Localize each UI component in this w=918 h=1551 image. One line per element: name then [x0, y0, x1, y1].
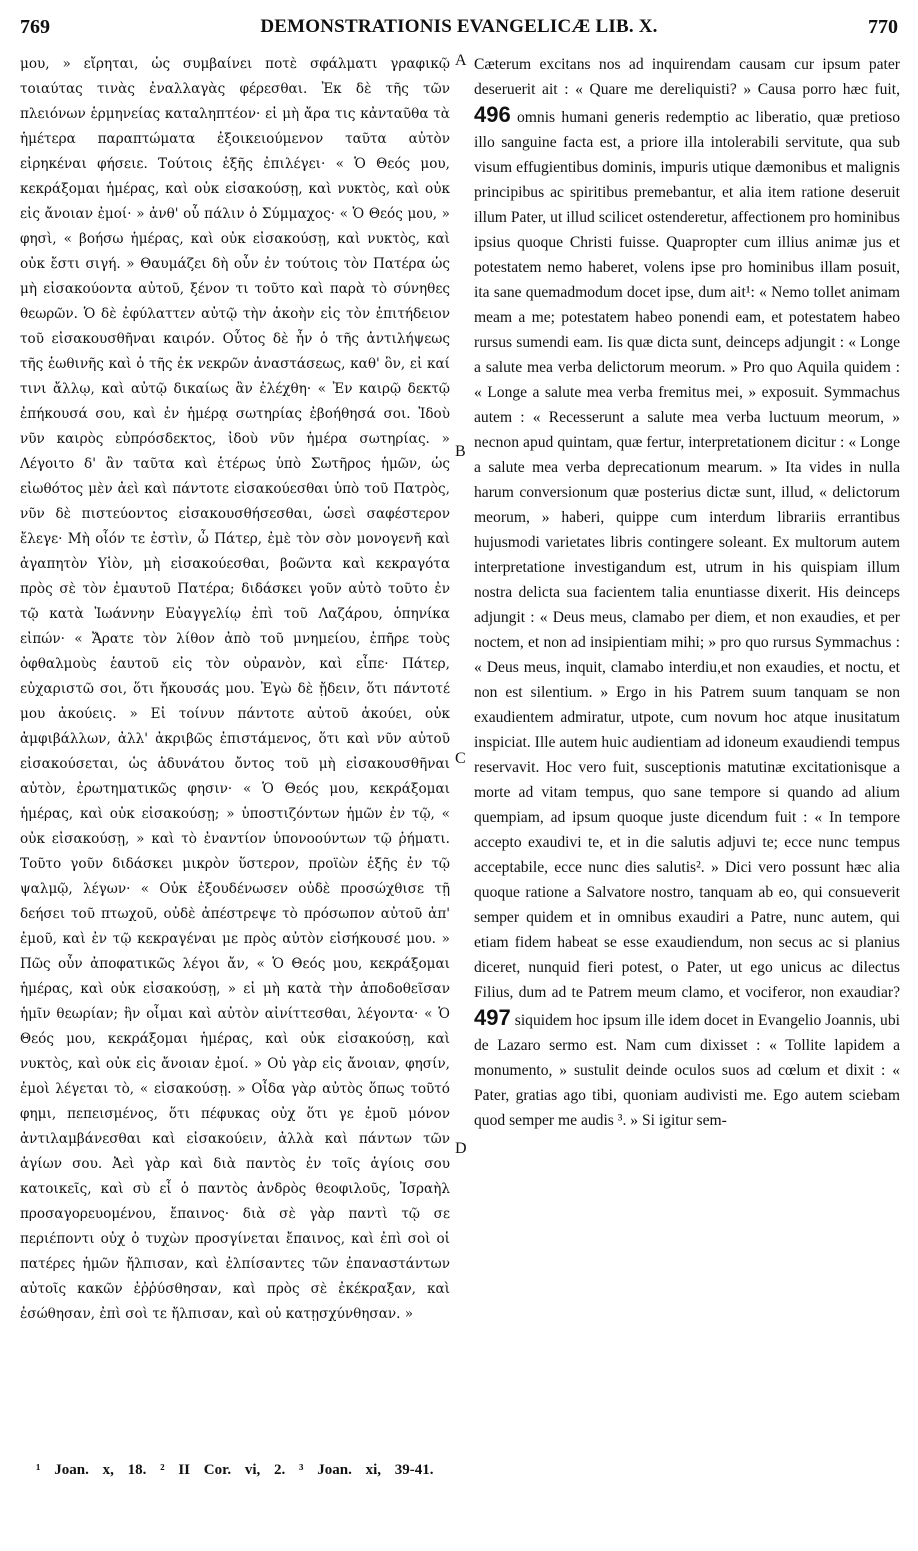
margin-page-number-497: 497 [474, 1005, 511, 1030]
latin-text [474, 52, 900, 1133]
latin-segment-3: siquidem hoc ipsum ille idem docet in Evangelio Joannis, ubi de Lazaro sermo est. Nam cum dixisset : « Tollite lapidem a monumento, » sustulit deinde oculos suos ad cœlum et dixit : « Pater, gratias ago tibi, quoniam audivisti me. Ego autem sciebam quod semper me audis ³. » Si igitur sem- [474, 1012, 900, 1129]
footnote-3: ³ Joan. xi, 39-41. [299, 1462, 434, 1478]
footnote-1: ¹ Joan. x, 18. [36, 1462, 147, 1478]
latin-segment-1: Cæterum excitans nos ad inquirendam causam cur ipsum pater deseruerit ait : « Quare me dereliquisti? » Causa porro hæc fuit, [474, 56, 900, 98]
footnote-2: ² II Cor. vi, 2. [160, 1462, 286, 1478]
greek-column [20, 52, 450, 1327]
latin-segment-2: omnis humani generis redemptio ac liberatio, quæ pretioso illo sanguine facta est, a priore illa intolerabili servitute, qua sub visum effugientibus dominis, impuris utique dæmonibus et malignis principibus ac spiritibus premebantur, et alia item ratione deseruit illum Pater, ut illud scilicet ostenderetur, affectionem pro hominibus ipsius quoque Christi fuisse. Quapropter cum illius animæ jus et potestatem nemo haberet, volens ipse pro hominibus illam posuit, ita sane quemadmodum docet ipse, dum ait¹: « Nemo tollet animam meam a me; potestatem habeo ponendi eam, et potestatem habeo rursus sumendi eam. Iis quæ dicta sunt, deinceps adjungit : « Longe a salute mea verba delictorum meorum. » Pro quo Aquila quidem : « Longe a salute mea verba fremitus mei, » exposuit. Symmachus autem : « Recesserunt a salute mea verba luctuum meorum, » necnon apud quintam, quæ fertur, interpretationem dicitur : « Longe a salute mea verba deprecationum mearum. » Ita vides in nulla harum conversionum quæ posterius dictæ sunt, illud, « delictorum meorum, » haberi, quippe cum interdum librariis errantibus hujusmodi varietates libris contingere soleant. Ex multorum autem interpretatione investigandum est, utrum in his quispiam illum nostra delicta sua facientem talia enuntiasse dixerit. His deinceps adjungit : « Deus meus, clamabo per diem, et non exaudies, et per noctem, et non ad insipientiam mihi; » pro quo rursus Symmachus : « Deus meus, inquit, clamabo interdiu,et non exaudies, et noctu, et non est silentium. » Ergo in his Patrem suum tanquam se non exaudientem admiratur, utpote, cum novum hoc atque inusitatum inspiciat. Ille autem huic audientiam ad idoneum exaudiendi tempus reservavit. Hoc vero fuit, susceptionis matutinæ excitationisque a morte ad vitam tempus, quo sane tempore si quando ad alium quempiam, ad ipsum quoque juste dicendum fuit : « In tempore accepto exaudivi te, et in die salutis adjuvi te; ecce nunc tempus acceptabile, ecce nunc dies salutis². » Dici vero possunt hæc alia quoque ratione a Salvatore nostro, tanquam ab eo, qui consueverit semper quidem et in omnibus exaudiri a Patre, nunc autem, qui etiam fidem habeat se esse exaudiendum, non secus ac si planius diceret, nunquid fieri potest, o Pater, ut ego unicus ac dilectus Filius, dum ad te Patrem meum clamo, et vociferor, non exaudiar? [474, 109, 900, 1001]
running-title: DEMONSTRATIONIS EVANGELICÆ LIB. X. [260, 16, 658, 37]
margin-marker-a: A [455, 52, 467, 69]
page-number-right: 770 [868, 16, 898, 38]
page-number-left: 769 [20, 16, 50, 38]
margin-marker-b: B [455, 443, 466, 460]
footnotes [36, 1462, 434, 1479]
page-header [20, 16, 898, 46]
margin-marker-c: C [455, 750, 466, 767]
margin-marker-d: D [455, 1140, 467, 1157]
latin-column [474, 52, 900, 1133]
margin-page-number-496: 496 [474, 102, 511, 127]
greek-text: μου, » εἴρηται, ὡς συμβαίνει ποτὲ σφάλματι γραφικῷ τοιαύτας τινὰς ἐναλλαγὰς φέρεσθαι. Ἐκ δὲ τῆς τῶν πλειόνων ἑρμηνείας καταληπτέον· εἰ μὴ ἄρα τις κἀνταῦθα τὰ ἡμέτερα παραπτώματα ἐξοικειούμενον ταῦτα αὐτὸν εἰρηκέναι φήσειε. Τούτοις ἑξῆς ἐπιλέγει· « Ὁ Θεός μου, κεκράξομαι ἡμέρας, καὶ οὐκ εἰσακούσῃ, καὶ νυκτὸς, καὶ οὐκ εἰς ἄνοιαν ἐμοί· » ἀνθ' οὗ πάλιν ὁ Σύμμαχος· « Ὁ Θεός μου, » φησὶ, « βοήσω ἡμέρας, καὶ οὐκ εἰσακούσῃ, καὶ νυκτὸς, καὶ οὐκ ἔστι σιγή. » Θαυμάζει δὴ οὖν ἐν τούτοις τὸν Πατέρα ὡς μὴ εἰσακούοντα αὐτοῦ, ξένον τι τοῦτο καὶ παρὰ τὸ σύνηθες θεωρῶν. Ὁ δὲ ἐφύλαττεν αὐτῷ τὴν ἀκοὴν εἰς τὸν ἐπιτήδειον τοῦ εἰσακουσθῆναι καιρόν. Οὗτος δὲ ἦν ὁ τῆς ἀντιλήψεως τῆς ἑωθινῆς καὶ ὁ τῆς ἐκ νεκρῶν ἀναστάσεως, καθ' ὃν, εἰ καί τινι ἄλλῳ, καὶ αὐτῷ δικαίως ἂν ἐλέχθη· « Ἐν καιρῷ δεκτῷ ἐπήκουσά σου, καὶ ἐν ἡμέρᾳ σωτηρίας ἐβοήθησά σοι. Ἰδοὺ νῦν καιρὸς εὐπρόσδεκτος, ἰδοὺ νῦν ἡμέρα σωτηρίας. » Λέγοιτο δ' ἂν ταῦτα καὶ ἑτέρως ὑπὸ Σωτῆρος ἡμῶν, ὡς εἰωθότος μὲν ἀεὶ καὶ πάντοτε εἰσακούεσθαι ὑπὸ τοῦ Πατρὸς, νῦν δὲ πιστεύοντος εἰσακουσθήσεσθαι, ὡσεὶ σαφέστερον ἔλεγε· Μὴ οἷόν τε ἐστὶν, ὦ Πάτερ, ἐμὲ τὸν σὸν μονογενῆ καὶ ἀγαπητὸν Υἱὸν, μὴ εἰσακούεσθαι, βοῶντα καὶ κεκραγότα πρὸς σὲ τὸν ἐμαυτοῦ Πατέρα; διδάσκει γοῦν αὐτὸ τοῦτο ἐν τῷ κατὰ Ἰωάννην Εὐαγγελίῳ ἐπὶ τοῦ Λαζάρου, ὁπηνίκα εἰπών· « Ἄρατε τὸν λίθον ἀπὸ τοῦ μνημείου, ἐπῆρε τοὺς ὀφθαλμοὺς ἑαυτοῦ εἰς τὸν οὐρανὸν, καὶ εἶπε· Πάτερ, εὐχαριστῶ σοι, ὅτι ἤκουσάς μου. Ἐγὼ δὲ ᾔδειν, ὅτι πάντοτέ μου ἀκούεις. » Εἰ τοίνυν πάντοτε αὐτοῦ ἀκούει, οὐκ ἀμφιβάλλων, ἀλλ' ἀκριβῶς ἐπιστάμενος, ὅτι καὶ νῦν αὐτοῦ εἰσακούσεται, ὡς ἀδυνάτου ὄντος τοῦ μὴ εἰσακουσθῆναι αὐτὸν, ἐρωτηματικῶς φησιν· « Ὁ Θεός μου, κεκράξομαι ἡμέρας, καὶ οὐκ εἰσακούσῃ; » ὑποστιζόντων ἡμῶν ἐν τῷ, « οὐκ εἰσακούσῃ, » καὶ τὸ ἐναντίον ὑπονοούντων τῷ ῥήματι. Τοῦτο γοῦν διδάσκει μικρὸν ὕστερον, προϊὼν ἑξῆς ἐν τῷ ψαλμῷ, λέγων· « Οὐκ ἐξουδένωσεν οὐδὲ προσώχθισε τῇ δεήσει τοῦ πτωχοῦ, οὐδὲ ἀπέστρεψε τὸ πρόσωπον αὐτοῦ ἀπ' ἐμοῦ, καὶ ἐν τῷ κεκραγέναι με πρὸς αὐτὸν εἰσήκουσέ μου. » Πῶς οὖν ἀποφατικῶς λέγοι ἄν, « Ὁ Θεός μου, κεκράξομαι ἡμέρας, καὶ οὐκ εἰσακούσῃ, » εἰ μὴ κατὰ τὴν ἀποδοθεῖσαν ἡμῖν θεωρίαν; ἣν οἶμαι καὶ αὐτὸν αἰνίττεσθαι, λέγοντα· « Ὁ Θεός μου, κεκράξομαι ἡμέρας, καὶ οὐκ εἰσακούσῃ, καὶ νυκτὸς, καὶ οὐκ εἰς ἄνοιαν ἐμοί. » Οὐ γὰρ εἰς ἄνοιαν, φησίν, ἐμοὶ λέγεται τὸ, « εἰσακούσῃ. » Οἶδα γὰρ αὐτὸς ὅπως τοῦτό φημι, πεπεισμένος, ὅτι πέφυκας οὐχ ὅτι γε ἐμοῦ μόνον ἀντιλαμβάνεσθαι καὶ εἰσακούειν, ἀλλὰ καὶ πάντων τῶν ἁγίων σου. Ἀεὶ γὰρ καὶ διὰ παντὸς ἐν τοῖς ἁγίοις σου κατοικεῖς, καὶ σὺ εἶ ὁ παντὸς ἀνδρὸς θεοφιλοῦς, Ἰσραὴλ προσαγορευομένου, ἔπαινος· διὰ σὲ γὰρ παντὶ τῷ σε περιέποντι οὐχ ὁ τυχὼν προσγίνεται ἔπαινος, καὶ ἐπὶ σοὶ οἱ πατέρες ἡμῶν ἤλπισαν, καὶ ἐλπίσαντες τῶν ἐπαναστάντων αὐτοῖς κακῶν ἐῤῥύσθησαν, καὶ πρὸς σὲ ἐκέκραξαν, καὶ ἐσώθησαν, ἐπὶ σοὶ τε ἤλπισαν, καὶ οὐ κατῃσχύνθησαν. » [20, 56, 450, 1322]
